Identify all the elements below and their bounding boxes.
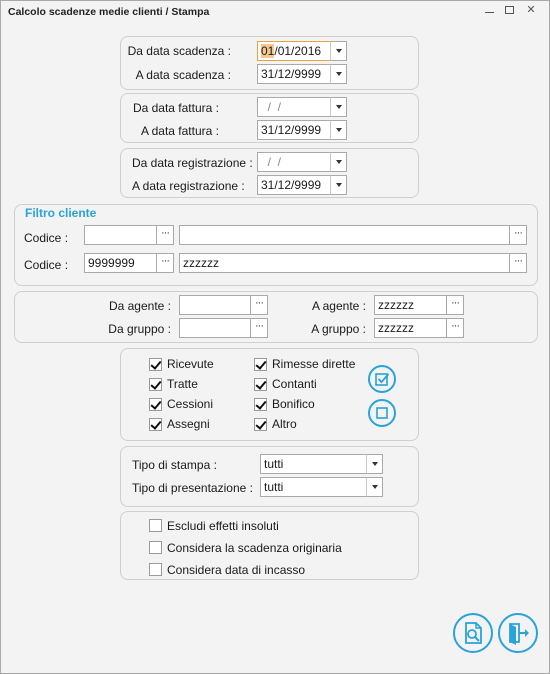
da-data-scadenza-label: Da data scadenza : (127, 44, 231, 58)
check-all-icon (370, 367, 394, 391)
codice-from-field[interactable] (84, 225, 158, 245)
da-gruppo-label: Da gruppo : (108, 322, 171, 336)
a-data-registrazione-field[interactable]: 31/12/9999 (257, 175, 331, 195)
da-data-fattura-field[interactable]: / / (257, 97, 331, 117)
checkbox-bonifico[interactable] (254, 398, 267, 411)
codice-to-label: Codice : (24, 258, 69, 272)
a-data-scadenza-field[interactable]: 31/12/9999 (257, 64, 331, 84)
da-gruppo-field[interactable] (179, 318, 251, 338)
a-gruppo-field[interactable]: zzzzzz (374, 318, 448, 338)
label-contanti: Contanti (272, 377, 317, 391)
label-altro: Altro (272, 417, 297, 431)
da-gruppo-lookup-button[interactable]: ··· (250, 318, 268, 338)
checkbox-assegni[interactable] (149, 418, 162, 431)
select-all-button[interactable] (368, 365, 396, 393)
uncheck-all-icon (370, 401, 394, 425)
label-bonifico: Bonifico (272, 397, 315, 411)
label-tratte: Tratte (167, 377, 198, 391)
group-tipi-effetto (120, 348, 419, 441)
da-data-scadenza-dropdown[interactable] (330, 41, 347, 61)
a-agente-label: A agente : (311, 299, 366, 313)
label-assegni: Assegni (167, 417, 210, 431)
checkbox-ricevute[interactable] (149, 358, 162, 371)
da-data-fattura-label: Da data fattura : (132, 101, 219, 115)
a-data-fattura-dropdown[interactable] (330, 120, 347, 140)
label-data-incasso: Considera data di incasso (167, 563, 306, 577)
cliente-to-name-field[interactable]: zzzzzz (179, 253, 511, 273)
da-data-scadenza-rest: /01/2016 (274, 44, 322, 58)
tipo-presentazione-select[interactable]: tutti (260, 477, 367, 497)
da-data-scadenza-field[interactable] (257, 41, 331, 61)
cliente-to-name-lookup-button[interactable]: ··· (509, 253, 527, 273)
print-preview-button[interactable] (453, 613, 493, 653)
close-icon[interactable]: ✕ (526, 4, 536, 16)
da-agente-field[interactable] (179, 295, 251, 315)
da-agente-lookup-button[interactable]: ··· (250, 295, 268, 315)
checkbox-tratte[interactable] (149, 378, 162, 391)
codice-from-lookup-button[interactable]: ··· (156, 225, 174, 245)
codice-to-lookup-button[interactable]: ··· (156, 253, 174, 273)
cliente-from-name-lookup-button[interactable]: ··· (509, 225, 527, 245)
a-gruppo-label: A gruppo : (311, 322, 366, 336)
codice-to-field[interactable]: 9999999 (84, 253, 158, 273)
a-gruppo-lookup-button[interactable]: ··· (446, 318, 464, 338)
tipo-presentazione-label: Tipo di presentazione : (132, 481, 253, 495)
checkbox-altro[interactable] (254, 418, 267, 431)
exit-button[interactable] (498, 613, 538, 653)
a-data-scadenza-label: A data scadenza : (135, 68, 231, 82)
checkbox-data-incasso[interactable] (149, 563, 162, 576)
da-data-registrazione-field[interactable]: / / (257, 152, 331, 172)
da-data-fattura-dropdown[interactable] (330, 97, 347, 117)
label-cessioni: Cessioni (167, 397, 214, 411)
a-data-fattura-label: A data fattura : (140, 124, 219, 138)
checkbox-scadenza-originaria[interactable] (149, 541, 162, 554)
da-data-registrazione-dropdown[interactable] (330, 152, 347, 172)
da-data-registrazione-label: Da data registrazione : (132, 156, 253, 170)
deselect-all-button[interactable] (368, 399, 396, 427)
da-agente-label: Da agente : (108, 299, 171, 313)
label-ricevute: Ricevute (167, 357, 214, 371)
tipo-stampa-select[interactable]: tutti (260, 454, 367, 474)
print-preview-icon (455, 615, 491, 651)
a-agente-lookup-button[interactable]: ··· (446, 295, 464, 315)
tipo-stampa-dropdown[interactable] (366, 454, 383, 474)
a-data-registrazione-label: A data registrazione : (132, 179, 245, 193)
checkbox-cessioni[interactable] (149, 398, 162, 411)
label-scadenza-originaria: Considera la scadenza originaria (167, 541, 342, 555)
label-escludi-insoluti: Escludi effetti insoluti (167, 519, 279, 533)
a-agente-field[interactable]: zzzzzz (374, 295, 448, 315)
checkbox-contanti[interactable] (254, 378, 267, 391)
tipo-stampa-label: Tipo di stampa : (132, 458, 217, 472)
a-data-fattura-field[interactable]: 31/12/9999 (257, 120, 331, 140)
exit-door-icon (500, 615, 536, 651)
checkbox-rimesse-dirette[interactable] (254, 358, 267, 371)
codice-from-label: Codice : (24, 231, 69, 245)
a-data-registrazione-dropdown[interactable] (330, 175, 347, 195)
maximize-icon[interactable] (499, 3, 519, 18)
tipo-presentazione-dropdown[interactable] (366, 477, 383, 497)
checkbox-escludi-insoluti[interactable] (149, 519, 162, 532)
title-bar (1, 1, 549, 23)
filtro-cliente-title: Filtro cliente (25, 206, 97, 220)
da-data-scadenza-day: 01 (261, 44, 275, 58)
label-rimesse-dirette: Rimesse dirette (272, 357, 356, 371)
window-title: Calcolo scadenze medie clienti / Stampa (8, 6, 210, 18)
a-data-scadenza-dropdown[interactable] (330, 64, 347, 84)
cliente-from-name-field[interactable] (179, 225, 511, 245)
minimize-icon[interactable] (479, 3, 499, 18)
